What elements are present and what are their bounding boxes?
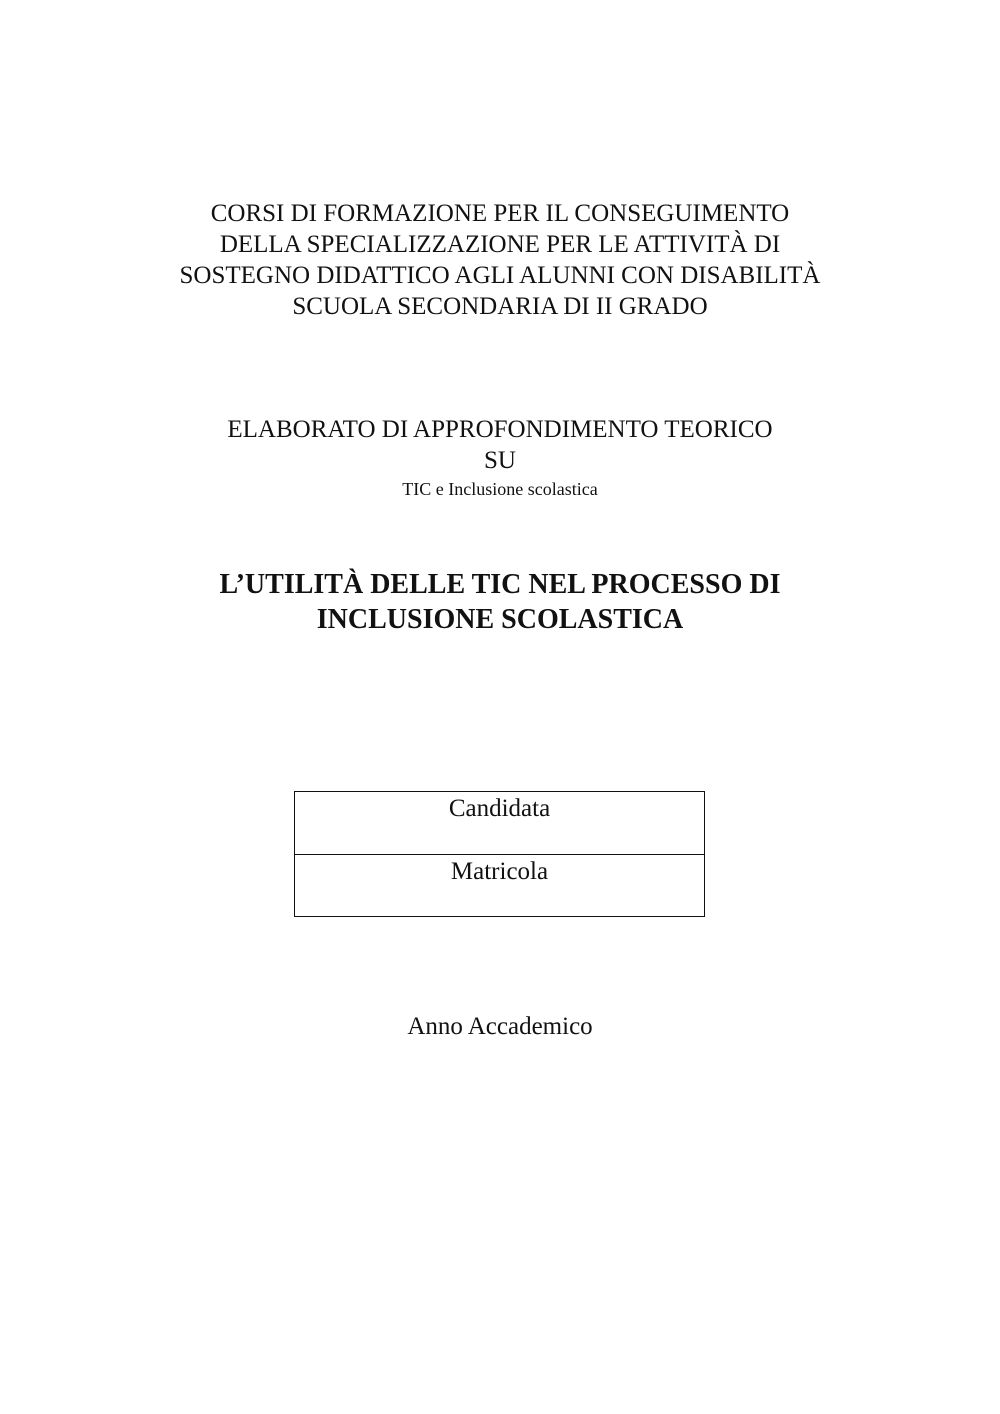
candidate-row bbox=[295, 792, 704, 854]
elaborato-su: SU bbox=[484, 447, 516, 474]
course-heading-line: CORSI DI FORMAZIONE PER IL CONSEGUIMENTO bbox=[210, 200, 790, 227]
academic-year: Anno Accademico bbox=[407, 1013, 593, 1040]
course-heading-line: SOSTEGNO DIDATTICO AGLI ALUNNI CON DISABILITÀ bbox=[179, 262, 821, 289]
elaborato-type: ELABORATO DI APPROFONDIMENTO TEORICO bbox=[227, 416, 773, 443]
thesis-title-line: INCLUSIONE SCOLASTICA bbox=[316, 604, 684, 635]
candidate-info-table bbox=[294, 791, 705, 917]
elaborato-heading bbox=[0, 414, 1000, 500]
thesis-title bbox=[0, 567, 1000, 637]
course-heading bbox=[0, 198, 1000, 322]
matricola-label: Matricola bbox=[450, 858, 549, 885]
matricola-row bbox=[295, 854, 704, 916]
elaborato-subject: TIC e Inclusione scolastica bbox=[402, 479, 598, 499]
course-heading-line: DELLA SPECIALIZZAZIONE PER LE ATTIVITÀ DI bbox=[219, 231, 781, 258]
course-heading-line: SCUOLA SECONDARIA DI II GRADO bbox=[292, 293, 708, 320]
thesis-title-line: L’UTILITÀ DELLE TIC NEL PROCESSO DI bbox=[219, 569, 781, 600]
candidate-label: Candidata bbox=[448, 795, 551, 822]
